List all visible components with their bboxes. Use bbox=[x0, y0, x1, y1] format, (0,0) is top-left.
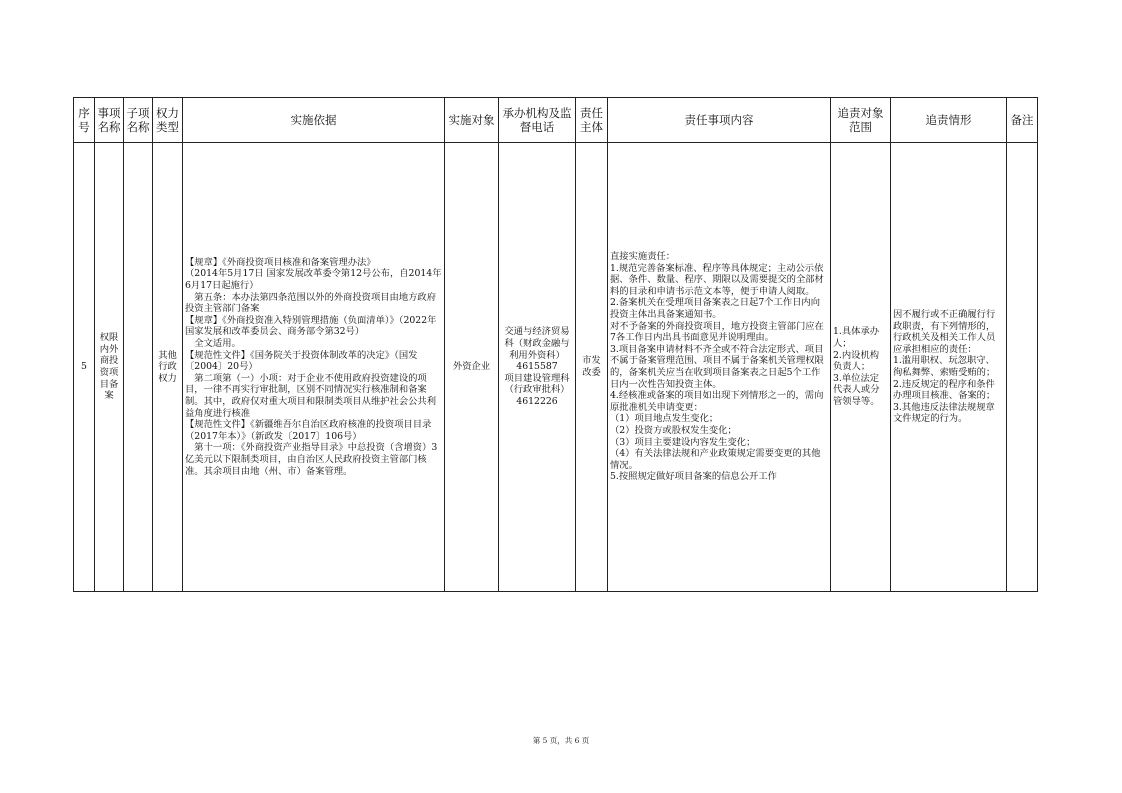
cell-agency: 交通与经济贸易科（财政金融与利用外资科）4615587 项目建设管理科（行政审批科）4612226 bbox=[499, 143, 576, 592]
cell-item-name: 权限内外商投资项目备案 bbox=[95, 143, 124, 592]
power-list-table bbox=[73, 97, 1038, 592]
header-sub-item-name: 子项名称 bbox=[124, 98, 153, 143]
header-agency: 承办机构及监督电话 bbox=[499, 98, 576, 143]
header-scope: 追责对象范围 bbox=[831, 98, 891, 143]
table-row bbox=[74, 143, 1038, 592]
cell-responsibility: 直接实施责任： 1.规范完善备案标准、程序等具体规定；主动公示依据、条件、数量、程序、期限以及需要提交的全部材料的目录和申请书示范文本等，便于申请人阅取。 2.备案机关在受理项目备案表之日起7个工作日内向投资主体出具备案通知书。 对不予备案的外商投资项目，地方投资主管部门应在7各工作日内出具书面意见并说明理由。 3.项目备案申请材料不齐全或不符合法定形式、项目不属于备案管理范围、项目不属于备案机关管理权限的，备案机关应当在收到项目备案表之日起5个工作日内一次性告知投资主体。 4.经核准或备案的项目如出现下列情形之一的，需向原批准机关申请变更： （1）项目地点发生变化； （2）投资方或股权发生变化； （3）项目主要建设内容发生变化； （4）有关法律法规和产业政策规定需要变更的其他情况。 5.按照规定做好项目备案的信息公开工作 bbox=[608, 143, 831, 592]
cell-seq: 5 bbox=[74, 143, 95, 592]
cell-target: 外资企业 bbox=[445, 143, 499, 592]
cell-sub-item-name bbox=[124, 143, 153, 592]
header-basis: 实施依据 bbox=[183, 98, 445, 143]
cell-subject: 市发改委 bbox=[576, 143, 608, 592]
header-seq: 序号 bbox=[74, 98, 95, 143]
header-item-name: 事项名称 bbox=[95, 98, 124, 143]
cell-scope: 1.具体承办人； 2.内设机构负责人； 3.单位法定代表人或分管领导等。 bbox=[831, 143, 891, 592]
cell-basis: 【规章】《外商投资项目核准和备案管理办法》 （2014年5月17日 国家发展改革委令第12号公布，自2014年6月17日起施行） 第五条：本办法第四条范围以外的外商投资项目由地方政府投资主管部门备案 【规章】《外商投资准入特别管理措施（负面清单）》（2022年国家发展和改革委员会、商务部令第32号） 全文适用。 【规范性文件】《国务院关于投资体制改革的决定》（国发〔2004〕20号） 第二项第（一）小项：对于企业不使用政府投资建设的项目，一律不再实行审批制，区别不同情况实行核准制和备案制。其中，政府仅对重大项目和限制类项目从维护社会公共利益角度进行核准 【规范性文件】《新疆维吾尔自治区政府核准的投资项目目录（2017年本）》（新政发〔2017〕106号） 第十一项：《外商投资产业指导目录》中总投资（含增资）3亿美元以下限制类项目，由自治区人民政府投资主管部门核准。其余项目由地（州、市）备案管理。 bbox=[183, 143, 445, 592]
cell-accountability: 因不履行或不正确履行行政职责，有下列情形的，行政机关及相关工作人员应承担相应的责任： 1.滥用职权、玩忽职守、徇私舞弊、索贿受贿的； 2.违反规定的程序和条件办理项目核准、备案的； 3.其他违反法律法规规章文件规定的行为。 bbox=[891, 143, 1007, 592]
header-responsibility: 责任事项内容 bbox=[608, 98, 831, 143]
cell-power-type: 其他行政权力 bbox=[153, 143, 183, 592]
header-power-type: 权力类型 bbox=[153, 98, 183, 143]
header-remark: 备注 bbox=[1007, 98, 1038, 143]
header-target: 实施对象 bbox=[445, 98, 499, 143]
header-accountability: 追责情形 bbox=[891, 98, 1007, 143]
page-number: 第 5 页，共 6 页 bbox=[532, 736, 590, 745]
header-row bbox=[74, 98, 1038, 143]
header-subject: 责任主体 bbox=[576, 98, 608, 143]
cell-remark bbox=[1007, 143, 1038, 592]
